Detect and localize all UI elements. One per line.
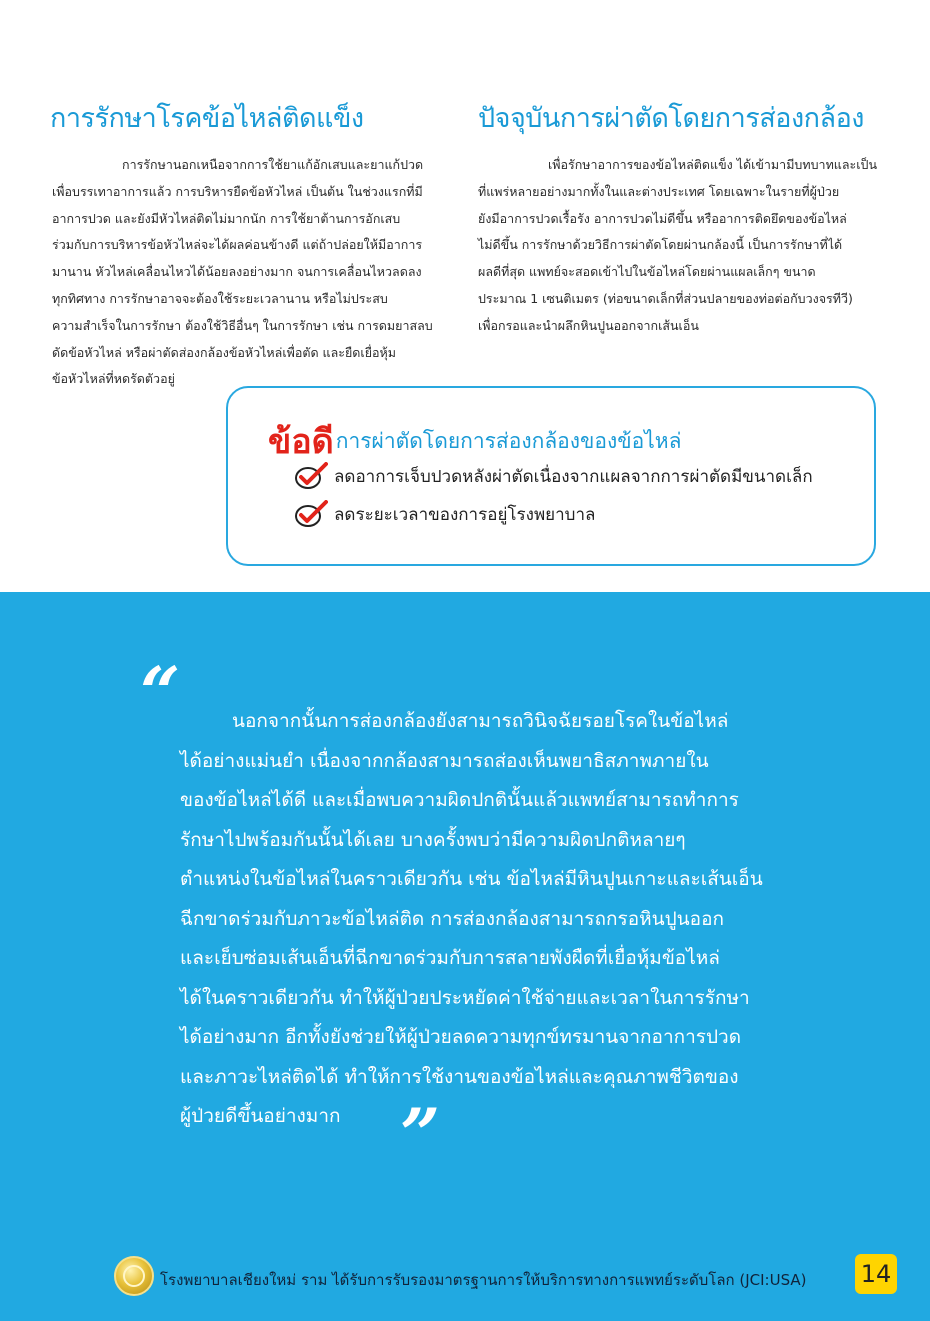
close-quote-icon: ” [400,1093,441,1176]
quote-line: ฉีกขาดร่วมกับภาวะข้อไหล่ติด การส่องกล้องสามารถกรอหินปูนออก [180,907,724,930]
right-body-line: ไม่ดีขึ้น การรักษาด้วยวิธีการผ่าตัดโดยผ่านกล้องนี้ เป็นการรักษาที่ได้ [478,237,843,253]
advantage-item [294,462,813,490]
left-body-line: ดัดข้อหัวไหล่ หรือผ่าตัดส่องกล้องข้อหัวไหล่เพื่อตัด และยืดเยื่อหุ้ม [52,344,397,360]
quote-line: และภาวะไหล่ติดได้ ทำให้การใช้งานของข้อไหล่และคุณภาพชีวิตของ [180,1065,739,1088]
left-body-line: ทุกทิศทาง การรักษาอาจจะต้องใช้ระยะเวลานาน หรือไม่ประสบ [52,290,388,306]
advantages-heading-rest: การผ่าตัดโดยการส่องกล้องของข้อไหล่ [335,428,682,453]
advantages-box [226,386,876,566]
quote-line: และเย็บซ่อมเส้นเอ็นที่ฉีกขาดร่วมกับการสลายพังผืดที่เยื่อหุ้มข้อไหล่ [180,947,720,969]
quote-line: ตำแหน่งในข้อไหล่ในคราวเดียวกัน เช่น ข้อไหล่มีหินปูนเกาะและเส้นเอ็น [180,868,763,890]
right-body-line: ผลดีที่สุด แพทย์จะสอดเข้าไปในข้อไหล่โดยผ่านแผลเล็กๆ ขนาด [478,264,816,280]
checkmark-icon [294,462,328,490]
left-body-line: ข้อหัวไหล่ที่หดรัดตัวอยู่ [52,371,175,387]
left-body-line: ความสำเร็จในการรักษา ต้องใช้วิธีอื่นๆ ในการรักษา เช่น การดมยาสลบ [52,317,433,333]
quote-line: ได้อย่างแม่นยำ เนื่องจากกล้องสามารถส่องเห็นพยาธิสภาพภายใน [180,749,709,772]
page-number: 14 [855,1254,897,1294]
advantage-text: ลดระยะเวลาของการอยู่โรงพยาบาล [334,504,596,525]
quote-line: ผู้ป่วยดีขึ้นอย่างมาก [180,1105,341,1127]
left-column-body [52,152,448,393]
right-column-body [478,152,888,340]
quote-line: ได้ในคราวเดียวกัน ทำให้ผู้ป่วยประหยัดค่าใช้จ่ายและเวลาในการรักษา [180,986,750,1009]
advantage-text: ลดอาการเจ็บปวดหลังผ่าตัดเนื่องจากแผลจากการผ่าตัดมีขนาดเล็ก [334,466,813,487]
footer-text: โรงพยาบาลเชียงใหม่ ราม ได้รับการรับรองมาตรฐานการให้บริการทางการแพทย์ระดับโลก (JCI:USA) [160,1271,807,1289]
quote-text [180,702,780,1137]
checkmark-icon [294,500,328,528]
left-body-line: ร่วมกับการบริหารข้อหัวไหล่จะได้ผลค่อนข้างดี แต่ถ้าปล่อยให้มีอาการ [52,237,423,253]
left-column-title: การรักษาโรคข้อไหล่ติดแข็ง [50,103,364,134]
right-body-line: ยังมีอาการปวดเรื้อรัง อาการปวดไม่ดีขึ้น หรืออาการติดยึดของข้อไหล่ [478,210,847,226]
right-column-title: ปัจจุบันการผ่าตัดโดยการส่องกล้อง [478,103,864,134]
right-body-line: เพื่อกรอและนำผลึกหินปูนออกจากเส้นเอ็น [478,317,699,333]
quote-line: ได้อย่างมาก อีกทั้งยังช่วยให้ผู้ป่วยลดความทุกข์ทรมานจากอาการปวด [180,1026,742,1048]
right-body-line: เพื่อรักษาอาการของข้อไหล่ติดแข็ง ได้เข้ามามีบทบาทและเป็น [548,157,877,172]
quote-line: ของข้อไหล่ได้ดี และเมื่อพบความผิดปกตินั้นแล้วแพทย์สามารถทำการ [180,789,739,811]
left-body-line: เพื่อบรรเทาอาการแล้ว การบริหารยืดข้อหัวไหล่ เป็นต้น ในช่วงแรกที่มี [52,183,423,199]
advantages-heading-accent: ข้อดี [268,422,334,462]
quote-line: นอกจากนั้นการส่องกล้องยังสามารถวินิจฉัยรอยโรคในข้อไหล่ [232,710,729,732]
open-quote-icon: “ [140,651,181,734]
advantages-heading [268,414,682,468]
jci-gold-seal-icon [114,1256,154,1296]
left-body-line: อาการปวด และยังมีหัวไหล่ติดไม่มากนัก การใช้ยาต้านการอักเสบ [52,210,401,226]
advantage-item [294,500,595,528]
left-body-line: การรักษานอกเหนือจากการใช้ยาแก้อักเสบและยาแก้ปวด [122,157,424,172]
quote-panel [0,592,930,1321]
quote-line: รักษาไปพร้อมกันนั้นได้เลย บางครั้งพบว่ามีความผิดปกติหลายๆ [180,828,686,851]
right-body-line: ที่แพร่หลายอย่างมากทั้งในและต่างประเทศ โดยเฉพาะในรายที่ผู้ป่วย [478,183,840,199]
right-body-line: ประมาณ 1 เซนติเมตร (ท่อขนาดเล็กที่ส่วนปลายของท่อต่อกับวงจรทีวี) [478,290,853,306]
left-body-line: มานาน หัวไหล่เคลื่อนไหวได้น้อยลงอย่างมาก จนการเคลื่อนไหวลดลง [52,264,422,280]
